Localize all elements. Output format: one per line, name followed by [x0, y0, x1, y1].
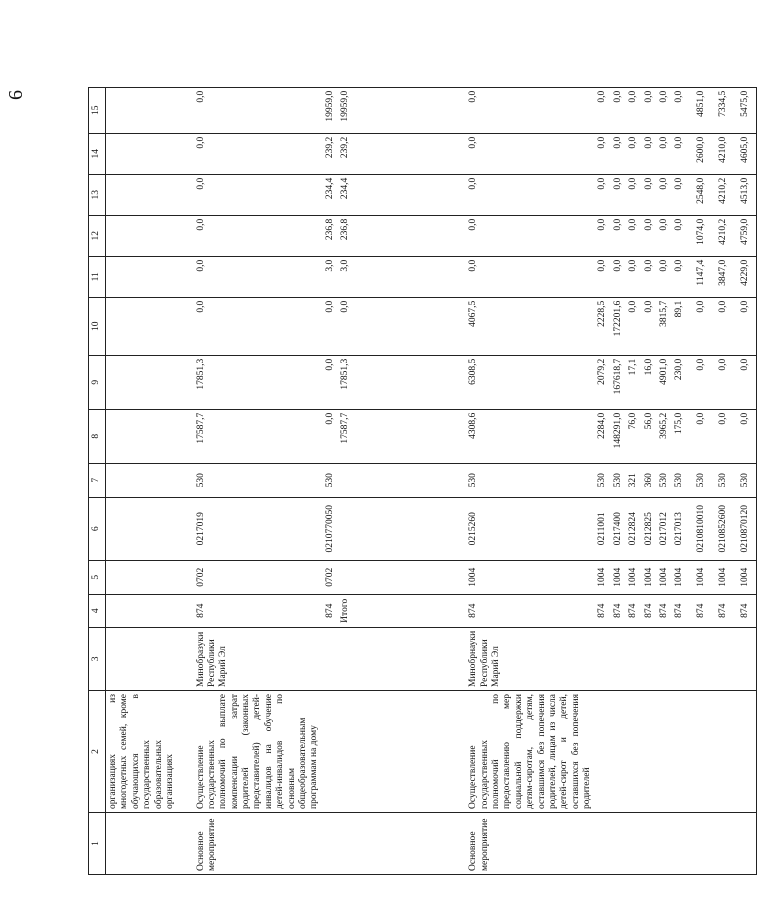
table-cell — [106, 813, 194, 875]
table-cell — [323, 627, 338, 690]
table-cell: 4210,0 — [716, 133, 738, 174]
table-cell: 0,0 — [657, 87, 672, 133]
table-cell: 0,0 — [657, 256, 672, 297]
table-cell: 3815,7 — [657, 297, 672, 355]
table-cell: 1004 — [642, 560, 657, 594]
table-cell: 0,0 — [694, 297, 716, 355]
table-row — [106, 87, 194, 874]
table-row — [323, 87, 338, 874]
table-cell — [694, 627, 716, 690]
table-cell: 0210852600 — [716, 497, 738, 560]
table-row — [466, 87, 595, 874]
table-cell: 0,0 — [466, 87, 595, 133]
table-cell: 16,0 — [642, 355, 657, 409]
table-cell: 4605,0 — [738, 133, 756, 174]
table-cell: 5475,0 — [738, 87, 756, 133]
table-cell — [626, 691, 641, 813]
table-cell: 2284,0 — [595, 409, 610, 463]
table-cell: 0,0 — [626, 256, 641, 297]
table-row — [716, 87, 738, 874]
table-cell — [106, 215, 194, 256]
table-cell: 2079,2 — [595, 355, 610, 409]
table-cell: 874 — [626, 594, 641, 627]
table-cell: 2228,5 — [595, 297, 610, 355]
column-header: 14 — [89, 133, 106, 174]
table-cell: 0,0 — [194, 215, 323, 256]
table-cell: 0,0 — [323, 355, 338, 409]
table-cell — [672, 627, 694, 690]
table-cell: 0,0 — [466, 215, 595, 256]
budget-table — [88, 87, 757, 875]
table-cell: 17851,3 — [338, 355, 466, 409]
table-cell: 4229,0 — [738, 256, 756, 297]
column-header: 6 — [89, 497, 106, 560]
table-cell — [106, 87, 194, 133]
table-cell — [106, 133, 194, 174]
table-cell: 3847,0 — [716, 256, 738, 297]
table-cell: 4513,0 — [738, 174, 756, 215]
table-cell — [338, 463, 466, 497]
table-cell: 1004 — [672, 560, 694, 594]
table-cell: 6308,5 — [466, 355, 595, 409]
column-header: 5 — [89, 560, 106, 594]
table-row — [595, 87, 610, 874]
table-cell: 0,0 — [657, 174, 672, 215]
table-cell — [626, 813, 641, 875]
table-cell: 0,0 — [738, 297, 756, 355]
table-cell: 2600,0 — [694, 133, 716, 174]
table-cell: Итого — [338, 594, 466, 627]
table-cell: 0,0 — [626, 174, 641, 215]
table-cell: 1004 — [611, 560, 626, 594]
table-cell: 0,0 — [672, 174, 694, 215]
table-cell: 230,0 — [672, 355, 694, 409]
table-cell: 0,0 — [694, 409, 716, 463]
table-cell: 167618,7 — [611, 355, 626, 409]
table-cell — [642, 627, 657, 690]
table-cell: организациях из многодетных семей, кроме обучающихся в государственных образовательных организациях — [106, 691, 194, 813]
table-cell: 4067,5 — [466, 297, 595, 355]
table-cell — [611, 691, 626, 813]
table-cell: 17,1 — [626, 355, 641, 409]
column-header: 4 — [89, 594, 106, 627]
table-cell: 0,0 — [595, 87, 610, 133]
table-cell: 0212825 — [642, 497, 657, 560]
table-cell: 360 — [642, 463, 657, 497]
table-cell: Основное мероприятие — [466, 813, 595, 875]
table-cell: 0,0 — [595, 174, 610, 215]
table-cell: 0702 — [194, 560, 323, 594]
table-cell: 0,0 — [694, 355, 716, 409]
table-cell: 3,0 — [338, 256, 466, 297]
table-cell: 236,8 — [323, 215, 338, 256]
table-cell: 321 — [626, 463, 641, 497]
table-cell: 0212824 — [626, 497, 641, 560]
table-cell — [626, 627, 641, 690]
header-row — [89, 87, 106, 874]
table-cell — [338, 497, 466, 560]
table-cell: 3,0 — [323, 256, 338, 297]
table-cell: 4851,0 — [694, 87, 716, 133]
table-cell — [106, 560, 194, 594]
table-cell: 0211001 — [595, 497, 610, 560]
table-cell: 234,4 — [338, 174, 466, 215]
table-body — [106, 87, 757, 874]
table-cell: 7334,5 — [716, 87, 738, 133]
table-cell: 0,0 — [194, 256, 323, 297]
table-cell: 4901,0 — [657, 355, 672, 409]
table-cell: 0,0 — [595, 256, 610, 297]
page-number: 6 — [5, 90, 27, 100]
table-row — [338, 87, 466, 874]
table-cell: 4308,6 — [466, 409, 595, 463]
table-row — [657, 87, 672, 874]
column-header: 8 — [89, 409, 106, 463]
table-cell: 0217400 — [611, 497, 626, 560]
table-cell — [657, 813, 672, 875]
table-cell — [595, 813, 610, 875]
table-cell: 1004 — [694, 560, 716, 594]
table-cell: 530 — [323, 463, 338, 497]
table-cell: 874 — [657, 594, 672, 627]
column-header: 12 — [89, 215, 106, 256]
table-cell: 0210870120 — [738, 497, 756, 560]
table-cell: 0,0 — [672, 87, 694, 133]
table-cell — [738, 627, 756, 690]
table-cell: 0,0 — [595, 133, 610, 174]
table-cell: 0,0 — [466, 174, 595, 215]
table-cell — [338, 627, 466, 690]
table-cell — [106, 627, 194, 690]
table-cell: 1004 — [657, 560, 672, 594]
table-cell — [106, 409, 194, 463]
table-cell: 0,0 — [466, 256, 595, 297]
column-header: 2 — [89, 691, 106, 813]
table-cell: 148291,0 — [611, 409, 626, 463]
table-cell: 0,0 — [672, 133, 694, 174]
table-cell: 1074,0 — [694, 215, 716, 256]
table-cell — [611, 627, 626, 690]
table-cell: 0217013 — [672, 497, 694, 560]
table-cell — [657, 627, 672, 690]
table-cell: 0,0 — [611, 174, 626, 215]
table-cell: 530 — [672, 463, 694, 497]
table-cell: 874 — [694, 594, 716, 627]
column-header: 13 — [89, 174, 106, 215]
table-cell: 874 — [466, 594, 595, 627]
table-cell — [738, 691, 756, 813]
table-cell: 0,0 — [626, 87, 641, 133]
table-cell: 874 — [611, 594, 626, 627]
column-header: 3 — [89, 627, 106, 690]
table-cell: 19959,0 — [323, 87, 338, 133]
table-cell: Минобрнауки Республики Марий Эл — [466, 627, 595, 690]
table-cell: 0,0 — [642, 256, 657, 297]
table-cell: 0,0 — [626, 133, 641, 174]
table-cell — [106, 497, 194, 560]
table-row — [738, 87, 756, 874]
table-cell — [595, 627, 610, 690]
table-cell: 0,0 — [672, 256, 694, 297]
table-cell: 239,2 — [323, 133, 338, 174]
table-cell: 874 — [194, 594, 323, 627]
table-cell: 530 — [694, 463, 716, 497]
table-cell — [106, 297, 194, 355]
table-cell — [642, 691, 657, 813]
table-cell: 530 — [194, 463, 323, 497]
table-cell: 874 — [595, 594, 610, 627]
table-cell: 0,0 — [611, 215, 626, 256]
table-cell: 530 — [657, 463, 672, 497]
table-cell — [106, 174, 194, 215]
table-cell — [716, 813, 738, 875]
table-cell: 0,0 — [716, 409, 738, 463]
table-cell: 1004 — [716, 560, 738, 594]
table-cell — [611, 813, 626, 875]
table-cell: 0,0 — [657, 215, 672, 256]
table-cell: 236,8 — [338, 215, 466, 256]
table-cell: 0,0 — [738, 409, 756, 463]
table-cell — [106, 256, 194, 297]
table-cell: 0210770050 — [323, 497, 338, 560]
table-cell: 2548,0 — [694, 174, 716, 215]
table-row — [611, 87, 626, 874]
table-cell: 0,0 — [323, 409, 338, 463]
table-cell: 239,2 — [338, 133, 466, 174]
table-cell: 0,0 — [611, 256, 626, 297]
table-cell: 530 — [611, 463, 626, 497]
table-cell — [106, 355, 194, 409]
table-cell: 874 — [642, 594, 657, 627]
table-cell: 0,0 — [672, 215, 694, 256]
table-cell: 0,0 — [338, 297, 466, 355]
table-cell — [657, 691, 672, 813]
table-cell: 0,0 — [642, 297, 657, 355]
table-cell — [595, 691, 610, 813]
table-cell: 4210,2 — [716, 174, 738, 215]
column-header: 10 — [89, 297, 106, 355]
table-row — [694, 87, 716, 874]
table-cell: 874 — [323, 594, 338, 627]
table-cell: 0,0 — [642, 215, 657, 256]
table-cell: 530 — [738, 463, 756, 497]
table-cell: 0,0 — [466, 133, 595, 174]
column-header: 9 — [89, 355, 106, 409]
table-cell — [672, 691, 694, 813]
table-cell: Минобразуки Республики Марий Эл — [194, 627, 323, 690]
column-header: 11 — [89, 256, 106, 297]
table-cell: 0,0 — [642, 133, 657, 174]
table-cell: 0,0 — [738, 355, 756, 409]
table-cell — [642, 813, 657, 875]
table-cell: 530 — [466, 463, 595, 497]
table-cell: 0,0 — [626, 215, 641, 256]
table-cell: 0,0 — [611, 87, 626, 133]
table-cell: 17587,7 — [194, 409, 323, 463]
table-cell — [672, 813, 694, 875]
table-cell: 0,0 — [194, 174, 323, 215]
table-cell: 76,0 — [626, 409, 641, 463]
table-cell: 0,0 — [642, 87, 657, 133]
table-cell: 0,0 — [194, 297, 323, 355]
table-cell — [738, 813, 756, 875]
table-cell: 4759,0 — [738, 215, 756, 256]
table-row — [642, 87, 657, 874]
table-row — [194, 87, 323, 874]
table-cell: 0,0 — [595, 215, 610, 256]
table-cell: 0210810010 — [694, 497, 716, 560]
table-cell: 874 — [716, 594, 738, 627]
table-cell: 0,0 — [323, 297, 338, 355]
table-cell — [694, 691, 716, 813]
table-cell: 1147,4 — [694, 256, 716, 297]
table-cell — [323, 813, 338, 875]
table-cell: 17851,3 — [194, 355, 323, 409]
column-header: 7 — [89, 463, 106, 497]
table-cell: 0702 — [323, 560, 338, 594]
table-cell: 0,0 — [716, 355, 738, 409]
table-cell: 0,0 — [716, 297, 738, 355]
table-cell — [106, 463, 194, 497]
table-cell: Основное мероприятие — [194, 813, 323, 875]
table-cell: 874 — [738, 594, 756, 627]
table-row — [672, 87, 694, 874]
table-cell: 19959,0 — [338, 87, 466, 133]
table-cell: 234,4 — [323, 174, 338, 215]
table-cell — [694, 813, 716, 875]
table-cell: 1004 — [595, 560, 610, 594]
table-cell: 0,0 — [657, 133, 672, 174]
table-cell: 0,0 — [626, 297, 641, 355]
table-cell — [338, 813, 466, 875]
column-header: 15 — [89, 87, 106, 133]
table-row — [626, 87, 641, 874]
table-cell: 56,0 — [642, 409, 657, 463]
table-cell: 4210,2 — [716, 215, 738, 256]
table-cell: 0217019 — [194, 497, 323, 560]
table-cell: 1004 — [738, 560, 756, 594]
table-cell: 3965,2 — [657, 409, 672, 463]
table-cell: 0,0 — [611, 133, 626, 174]
table-cell — [716, 691, 738, 813]
table-cell: 0215260 — [466, 497, 595, 560]
table-cell: 0,0 — [194, 87, 323, 133]
table-cell: 0,0 — [642, 174, 657, 215]
table-cell: Осуществление государственных полномочий по предоставлению мер социальной поддержки детям-сиротам, детям, оставшимся без попечения родителей, лицам из числа детей-сирот и детей, оставшихся без попечения родителей — [466, 691, 595, 813]
table-cell: 0217012 — [657, 497, 672, 560]
table-cell: 89,1 — [672, 297, 694, 355]
table-cell — [323, 691, 338, 813]
table-cell — [106, 594, 194, 627]
table-cell: 17587,7 — [338, 409, 466, 463]
table-cell: 172201,6 — [611, 297, 626, 355]
column-header: 1 — [89, 813, 106, 875]
table-cell: 0,0 — [194, 133, 323, 174]
table-cell: 874 — [672, 594, 694, 627]
table-cell: 1004 — [466, 560, 595, 594]
table-cell: 1004 — [626, 560, 641, 594]
table-cell — [338, 560, 466, 594]
table-cell: 175,0 — [672, 409, 694, 463]
table-cell: 530 — [595, 463, 610, 497]
table-cell: 530 — [716, 463, 738, 497]
table-cell — [716, 627, 738, 690]
table-cell: Осуществление государственных полномочий по выплате компенсации затрат родителей (законных представителей) детей-инвалидов на обучение детей-инвалидов по основным общеобразовательным программам на дому — [194, 691, 323, 813]
table-cell — [338, 691, 466, 813]
